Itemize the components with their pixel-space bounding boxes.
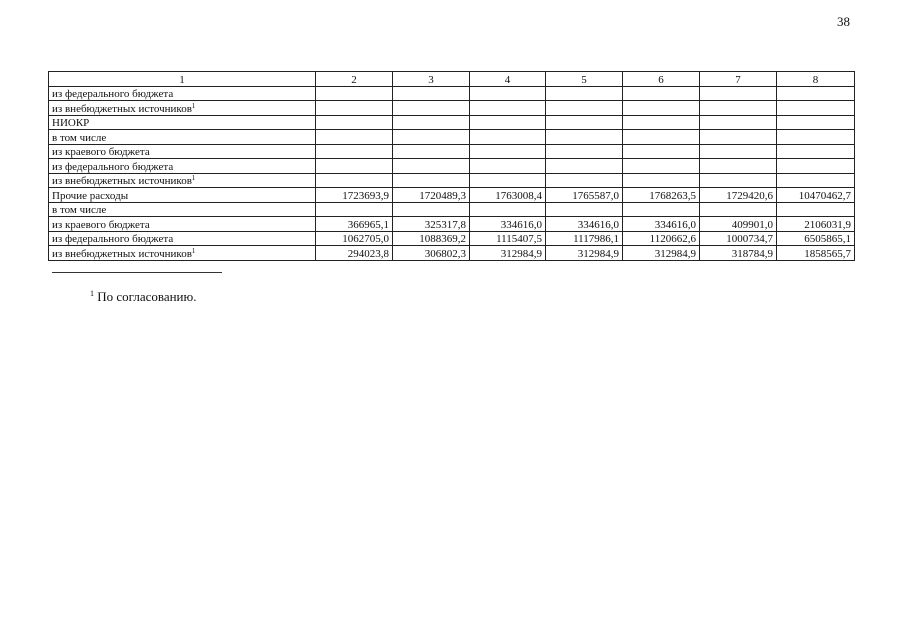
value-cell (777, 130, 855, 145)
budget-table (48, 71, 855, 261)
value-cell (546, 144, 623, 159)
value-cell (316, 115, 393, 130)
row-label-text: Прочие расходы (52, 189, 129, 202)
value-cell: 1117986,1 (546, 231, 623, 246)
column-number-4: 4 (470, 72, 546, 87)
value-cell (700, 115, 777, 130)
value-cell: 2106031,9 (777, 217, 855, 232)
row-label (49, 231, 316, 246)
value-cell (623, 202, 700, 217)
row-label-text: из краевого бюджета (52, 146, 150, 158)
row-label (49, 130, 316, 145)
value-cell (393, 86, 470, 101)
value-cell (700, 130, 777, 145)
value-cell (623, 130, 700, 145)
value-cell (623, 144, 700, 159)
value-cell (777, 202, 855, 217)
value-cell (623, 101, 700, 116)
value-cell (316, 101, 393, 116)
value-cell: 334616,0 (470, 217, 546, 232)
column-number-5: 5 (546, 72, 623, 87)
value-cell (316, 159, 393, 174)
footnote (90, 289, 196, 305)
column-number-2: 2 (316, 72, 393, 87)
value-cell (470, 130, 546, 145)
value-cell (393, 173, 470, 188)
row-label-text: в том числе (52, 204, 107, 216)
table-row (49, 86, 855, 101)
value-cell: 325317,8 (393, 217, 470, 232)
value-cell: 1729420,6 (700, 188, 777, 203)
value-cell: 1723693,9 (316, 188, 393, 203)
value-cell (470, 159, 546, 174)
column-number-6: 6 (623, 72, 700, 87)
table-row (49, 188, 855, 203)
value-cell (470, 86, 546, 101)
value-cell: 1062705,0 (316, 231, 393, 246)
row-label-text: НИОКР (52, 117, 90, 129)
value-cell (700, 86, 777, 101)
value-cell (546, 115, 623, 130)
value-cell (393, 130, 470, 145)
table-row (49, 202, 855, 217)
value-cell: 1858565,7 (777, 246, 855, 261)
value-cell: 1763008,4 (470, 188, 546, 203)
value-cell (546, 173, 623, 188)
row-label (49, 188, 316, 203)
table-row (49, 217, 855, 232)
value-cell (700, 202, 777, 217)
value-cell (700, 101, 777, 116)
value-cell: 334616,0 (546, 217, 623, 232)
table-row (49, 231, 855, 246)
value-cell (777, 101, 855, 116)
row-label-text: из федерального бюджета (52, 160, 174, 173)
row-label-text: в том числе (52, 131, 107, 144)
value-cell (470, 101, 546, 116)
value-cell: 1088369,2 (393, 231, 470, 246)
value-cell: 318784,9 (700, 246, 777, 261)
value-cell (623, 115, 700, 130)
value-cell (777, 159, 855, 174)
table-row (49, 246, 855, 261)
row-label (49, 202, 316, 217)
row-label (49, 115, 316, 130)
table-row (49, 173, 855, 188)
row-label (49, 159, 316, 174)
value-cell: 312984,9 (470, 246, 546, 261)
value-cell: 1720489,3 (393, 188, 470, 203)
value-cell: 1768263,5 (623, 188, 700, 203)
value-cell (777, 115, 855, 130)
value-cell: 366965,1 (316, 217, 393, 232)
value-cell (546, 130, 623, 145)
value-cell: 6505865,1 (777, 231, 855, 246)
row-label-text: из федерального бюджета (52, 233, 174, 245)
row-label (49, 144, 316, 159)
value-cell (777, 173, 855, 188)
value-cell (700, 159, 777, 174)
table-row (49, 130, 855, 145)
footnote-reference: 1 (191, 174, 196, 182)
value-cell: 10470462,7 (777, 188, 855, 203)
footnote-text: По согласованию. (97, 289, 197, 304)
column-number-7: 7 (700, 72, 777, 87)
column-number-1: 1 (49, 72, 316, 87)
column-number-8: 8 (777, 72, 855, 87)
value-cell (623, 159, 700, 174)
row-label (49, 101, 316, 116)
table-row (49, 101, 855, 116)
value-cell (700, 173, 777, 188)
value-cell (393, 159, 470, 174)
value-cell: 1765587,0 (546, 188, 623, 203)
value-cell: 409901,0 (700, 217, 777, 232)
value-cell: 294023,8 (316, 246, 393, 261)
row-label (49, 217, 316, 232)
value-cell (470, 202, 546, 217)
row-label-text: из внебюджетных источников (52, 102, 192, 115)
value-cell: 312984,9 (546, 246, 623, 261)
page-number: 38 (837, 14, 850, 29)
value-cell (470, 115, 546, 130)
row-label-text: из внебюджетных источников (52, 175, 192, 187)
footnote-separator (52, 272, 222, 273)
value-cell: 312984,9 (623, 246, 700, 261)
footnote-reference: 1 (191, 246, 196, 255)
row-label (49, 246, 316, 261)
value-cell (316, 173, 393, 188)
value-cell (470, 144, 546, 159)
table-header-row (49, 72, 855, 87)
row-label-text: из федерального бюджета (52, 88, 174, 100)
row-label-text: из внебюджетных источников (52, 247, 192, 260)
row-label-text: из краевого бюджета (52, 218, 150, 231)
value-cell (700, 144, 777, 159)
value-cell (316, 202, 393, 217)
value-cell (393, 202, 470, 217)
value-cell: 1120662,6 (623, 231, 700, 246)
value-cell (777, 144, 855, 159)
footnote-mark: 1 (90, 289, 94, 298)
value-cell (393, 144, 470, 159)
value-cell (546, 86, 623, 101)
value-cell (316, 130, 393, 145)
footnote-reference: 1 (191, 101, 196, 110)
value-cell: 1000734,7 (700, 231, 777, 246)
value-cell (546, 202, 623, 217)
table-row (49, 159, 855, 174)
value-cell (316, 86, 393, 101)
value-cell (316, 144, 393, 159)
value-cell: 1115407,5 (470, 231, 546, 246)
value-cell (623, 86, 700, 101)
column-number-3: 3 (393, 72, 470, 87)
row-label (49, 86, 316, 101)
value-cell (777, 86, 855, 101)
table-row (49, 115, 855, 130)
row-label (49, 173, 316, 188)
value-cell (623, 173, 700, 188)
value-cell (393, 115, 470, 130)
value-cell (393, 101, 470, 116)
value-cell (546, 101, 623, 116)
value-cell: 334616,0 (623, 217, 700, 232)
value-cell (470, 173, 546, 188)
value-cell: 306802,3 (393, 246, 470, 261)
table-row (49, 144, 855, 159)
value-cell (546, 159, 623, 174)
